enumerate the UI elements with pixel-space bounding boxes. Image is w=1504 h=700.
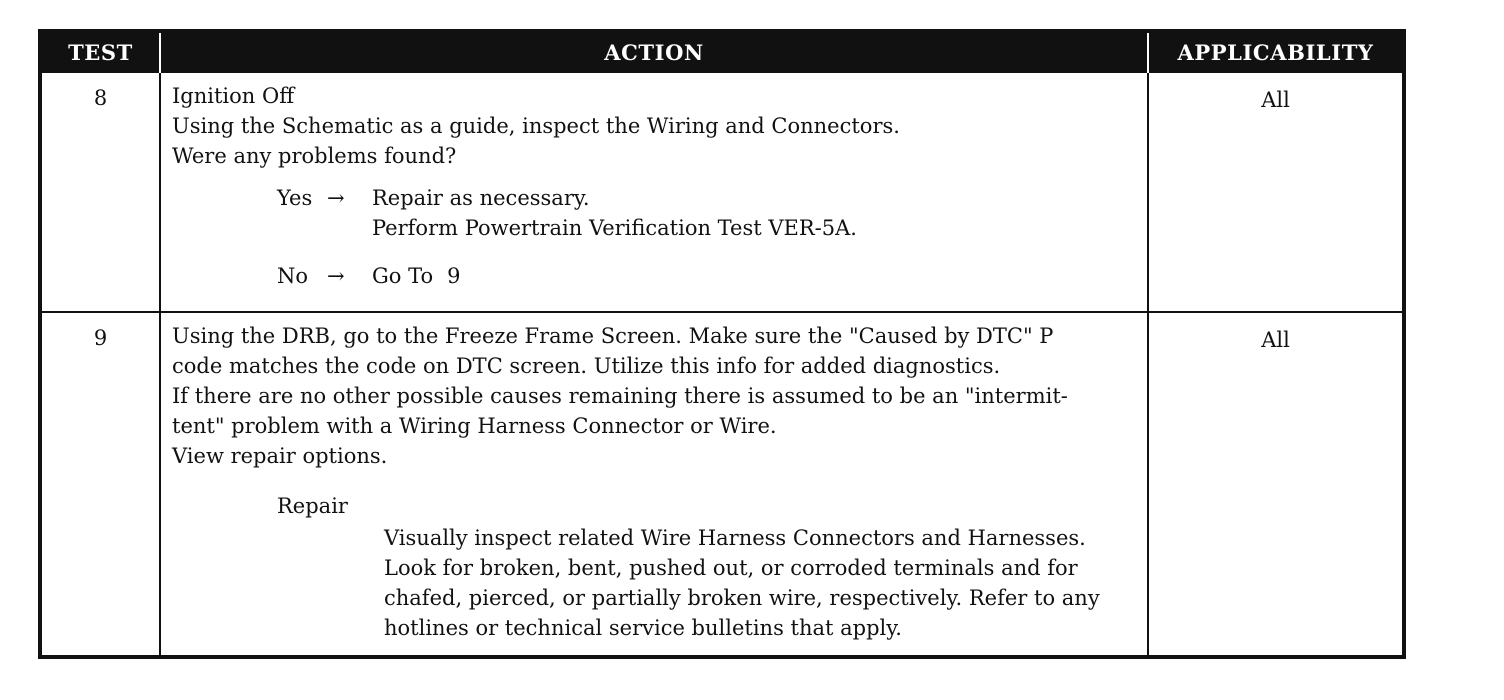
- action-line: View repair options.: [172, 444, 388, 468]
- diagnostic-table: [38, 29, 1406, 659]
- no-label: No: [277, 264, 309, 288]
- table-row: [40, 312, 1404, 657]
- action-cell: [160, 312, 1148, 657]
- yes-branch: [277, 183, 1141, 243]
- test-number: 8: [40, 72, 160, 312]
- repair-label: Repair: [277, 494, 348, 518]
- action-line: Ignition Off: [172, 84, 295, 108]
- action-line: tent" problem with a Wiring Harness Connector or Wire.: [172, 414, 777, 438]
- action-line: If there are no other possible causes remaining there is assumed to be an "intermit-: [172, 384, 1068, 408]
- action-line: code matches the code on DTC screen. Utilize this info for added diagnostics.: [172, 354, 1001, 378]
- no-branch: [277, 261, 1141, 291]
- diagnostic-table-page: [38, 29, 1402, 657]
- action-line: Using the Schematic as a guide, inspect the Wiring and Connectors.: [172, 114, 900, 138]
- repair-line: chafed, pierced, or partially broken wire, respectively. Refer to any: [384, 586, 1100, 610]
- yes-label: Yes: [277, 186, 313, 210]
- yes-result: [372, 183, 857, 243]
- repair-instructions: [384, 523, 1141, 643]
- action-line: Were any problems found?: [172, 144, 457, 168]
- right-arrow-icon: →: [327, 264, 345, 288]
- goto-test-number: 9: [447, 264, 461, 288]
- table-header-row: [40, 31, 1404, 72]
- repair-line: Look for broken, bent, pushed out, or corroded terminals and for: [384, 556, 1078, 580]
- applicability-value: All: [1148, 312, 1404, 657]
- action-line: Using the DRB, go to the Freeze Frame Screen. Make sure the "Caused by DTC" P: [172, 324, 1054, 348]
- column-header-test: TEST: [40, 31, 160, 72]
- right-arrow-icon: →: [327, 186, 345, 210]
- column-header-applicability: APPLICABILITY: [1148, 31, 1404, 72]
- repair-line: hotlines or technical service bulletins that apply.: [384, 616, 902, 640]
- test-number: 9: [40, 312, 160, 657]
- action-cell: [160, 72, 1148, 312]
- yes-result-line: Repair as necessary.: [372, 186, 590, 210]
- applicability-value: All: [1148, 72, 1404, 312]
- table-row: [40, 72, 1404, 312]
- no-result: Go To: [372, 264, 434, 288]
- yes-result-line: Perform Powertrain Verification Test VER-5A.: [372, 216, 857, 240]
- repair-line: Visually inspect related Wire Harness Connectors and Harnesses.: [384, 526, 1086, 550]
- column-header-action: ACTION: [160, 31, 1148, 72]
